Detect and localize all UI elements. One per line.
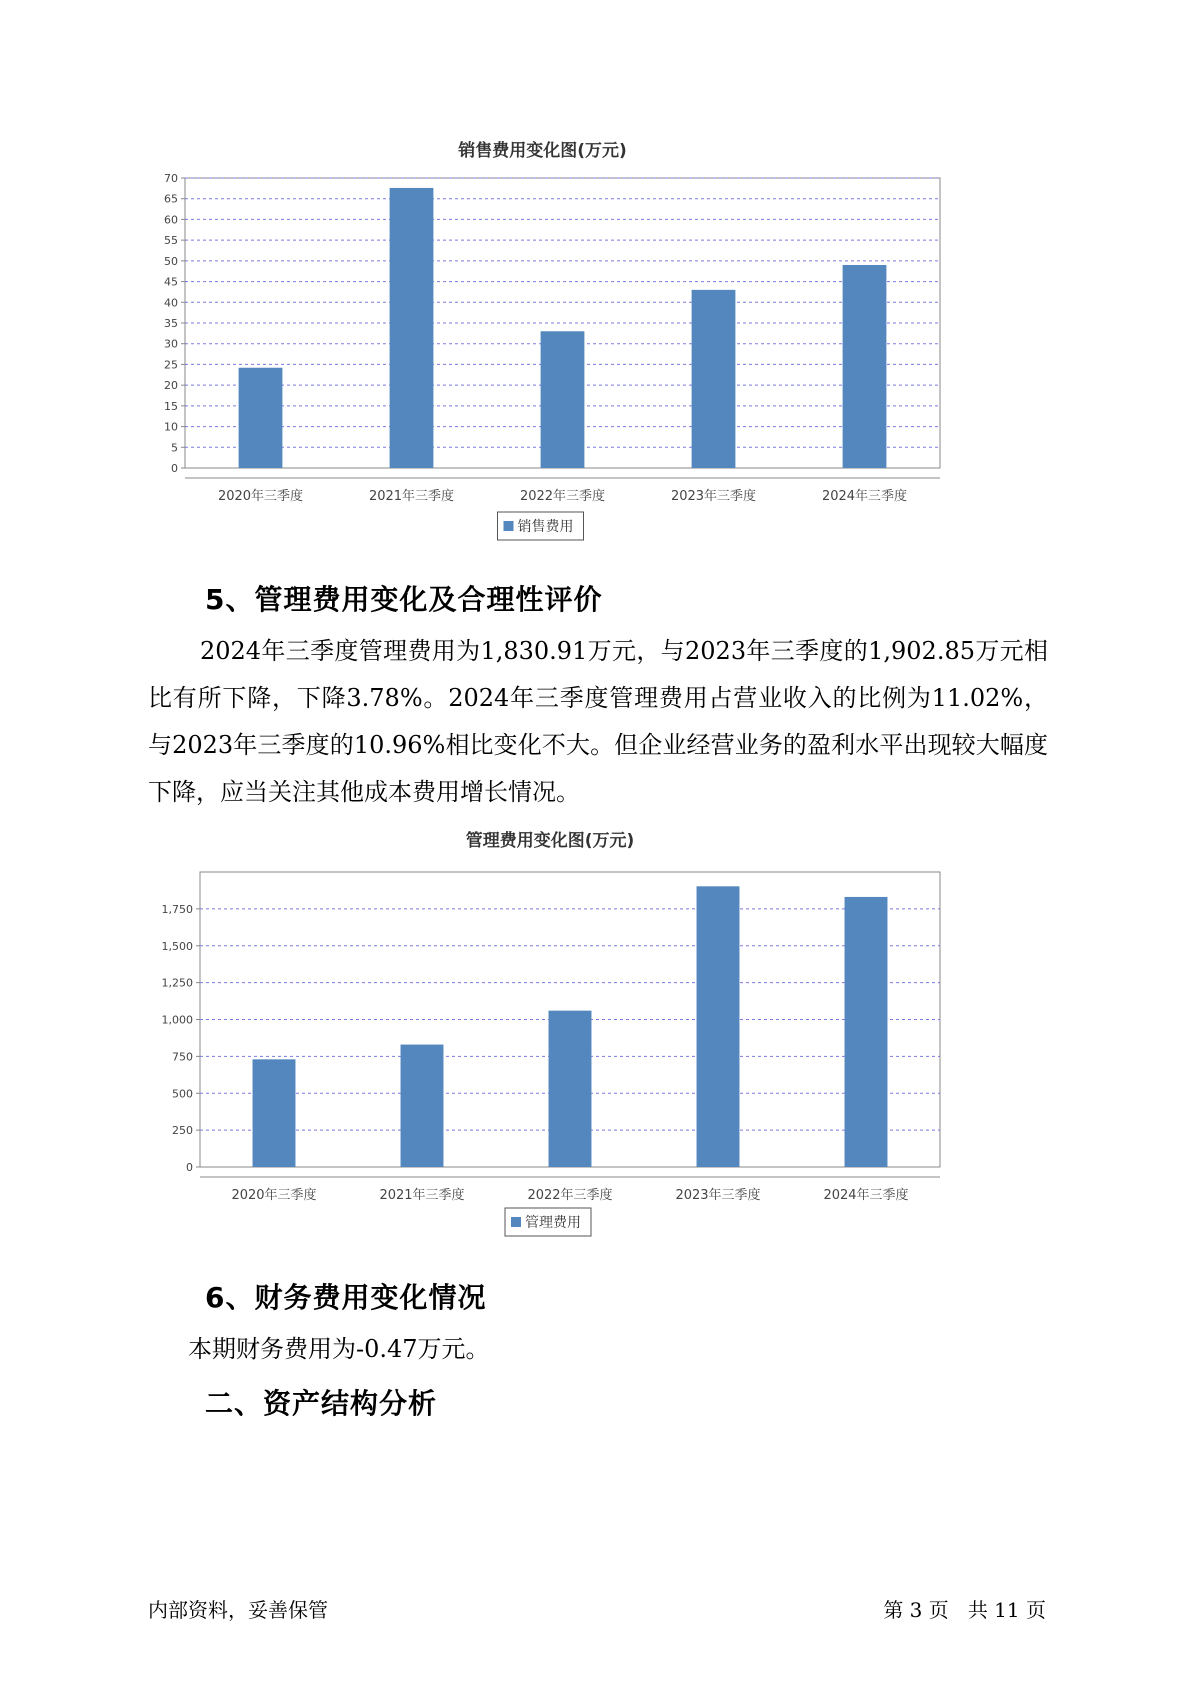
legend-label: 管理费用 xyxy=(525,1215,581,1231)
legend-swatch xyxy=(504,521,514,531)
bar xyxy=(845,897,888,1167)
bar xyxy=(401,1045,444,1167)
bar xyxy=(549,1011,592,1167)
footer-page-number: 第 3 页 共 11 页 xyxy=(883,1598,1046,1622)
x-category-label: 2020年三季度 xyxy=(217,489,304,504)
y-tick-label: 250 xyxy=(172,1124,193,1138)
admin-expense-chart-svg xyxy=(160,820,1040,1250)
bar xyxy=(692,290,736,468)
y-tick-label: 65 xyxy=(164,192,178,206)
x-category-label: 2024年三季度 xyxy=(821,489,908,504)
y-tick-label: 25 xyxy=(164,358,178,372)
y-tick-label: 20 xyxy=(164,379,178,393)
x-category-label: 2021年三季度 xyxy=(368,489,455,504)
bar xyxy=(697,886,740,1167)
bar xyxy=(541,331,585,468)
x-category-label: 2020年三季度 xyxy=(231,1188,317,1203)
y-tick-label: 500 xyxy=(172,1087,193,1101)
legend-swatch xyxy=(511,1217,521,1227)
x-category-label: 2023年三季度 xyxy=(670,489,757,504)
chart-title: 管理费用变化图(万元) xyxy=(465,831,635,851)
y-tick-label: 50 xyxy=(164,254,178,268)
x-category-label: 2022年三季度 xyxy=(527,1188,613,1203)
sales-expense-chart-svg xyxy=(160,130,1040,550)
y-tick-label: 55 xyxy=(164,234,178,248)
chart-title: 销售费用变化图(万元) xyxy=(458,141,627,161)
x-category-label: 2023年三季度 xyxy=(675,1188,761,1203)
x-category-label: 2021年三季度 xyxy=(379,1188,465,1203)
legend-label: 销售费用 xyxy=(517,519,574,535)
bar xyxy=(239,368,283,468)
y-tick-label: 750 xyxy=(172,1050,193,1064)
y-tick-label: 40 xyxy=(164,296,178,310)
section-6-paragraph: 本期财务费用为-0.47万元。 xyxy=(188,1335,490,1363)
y-tick-label: 10 xyxy=(164,420,178,434)
y-tick-label: 30 xyxy=(164,337,178,351)
y-tick-label: 1,250 xyxy=(161,976,193,990)
section-5-paragraph: 2024年三季度管理费用为1,830.91万元，与2023年三季度的1,902.85万元相比有所下降，下降3.78%。2024年三季度管理费用占营业收入的比例为11.02%，与2023年三季度的10.96%相比变化不大。但企业经营业务的盈利水平出现较大幅度下降，应当关注其他成本费用增长情况。 xyxy=(148,637,1048,806)
bar xyxy=(843,265,887,468)
y-tick-label: 0 xyxy=(186,1161,193,1174)
y-tick-label: 5 xyxy=(171,441,178,455)
section-6-heading: 6、财务费用变化情况 xyxy=(205,1281,487,1314)
y-tick-label: 70 xyxy=(164,172,178,185)
y-tick-label: 60 xyxy=(164,213,178,227)
footer-confidential: 内部资料，妥善保管 xyxy=(148,1598,328,1622)
y-tick-label: 15 xyxy=(164,399,178,413)
y-tick-label: 45 xyxy=(164,275,178,289)
y-tick-label: 1,000 xyxy=(161,1013,193,1027)
y-tick-label: 1,750 xyxy=(161,902,193,916)
x-category-label: 2024年三季度 xyxy=(823,1188,909,1203)
sales-expense-chart xyxy=(160,130,1040,550)
y-tick-label: 1,500 xyxy=(161,939,193,953)
y-tick-label: 0 xyxy=(171,462,178,475)
section-two-heading: 二、资产结构分析 xyxy=(205,1387,438,1420)
x-category-label: 2022年三季度 xyxy=(519,489,606,504)
admin-expense-chart xyxy=(160,820,1040,1250)
y-tick-label: 35 xyxy=(164,317,178,330)
bar xyxy=(253,1059,296,1167)
section-5-heading: 5、管理费用变化及合理性评价 xyxy=(205,583,603,616)
bar xyxy=(390,188,434,468)
